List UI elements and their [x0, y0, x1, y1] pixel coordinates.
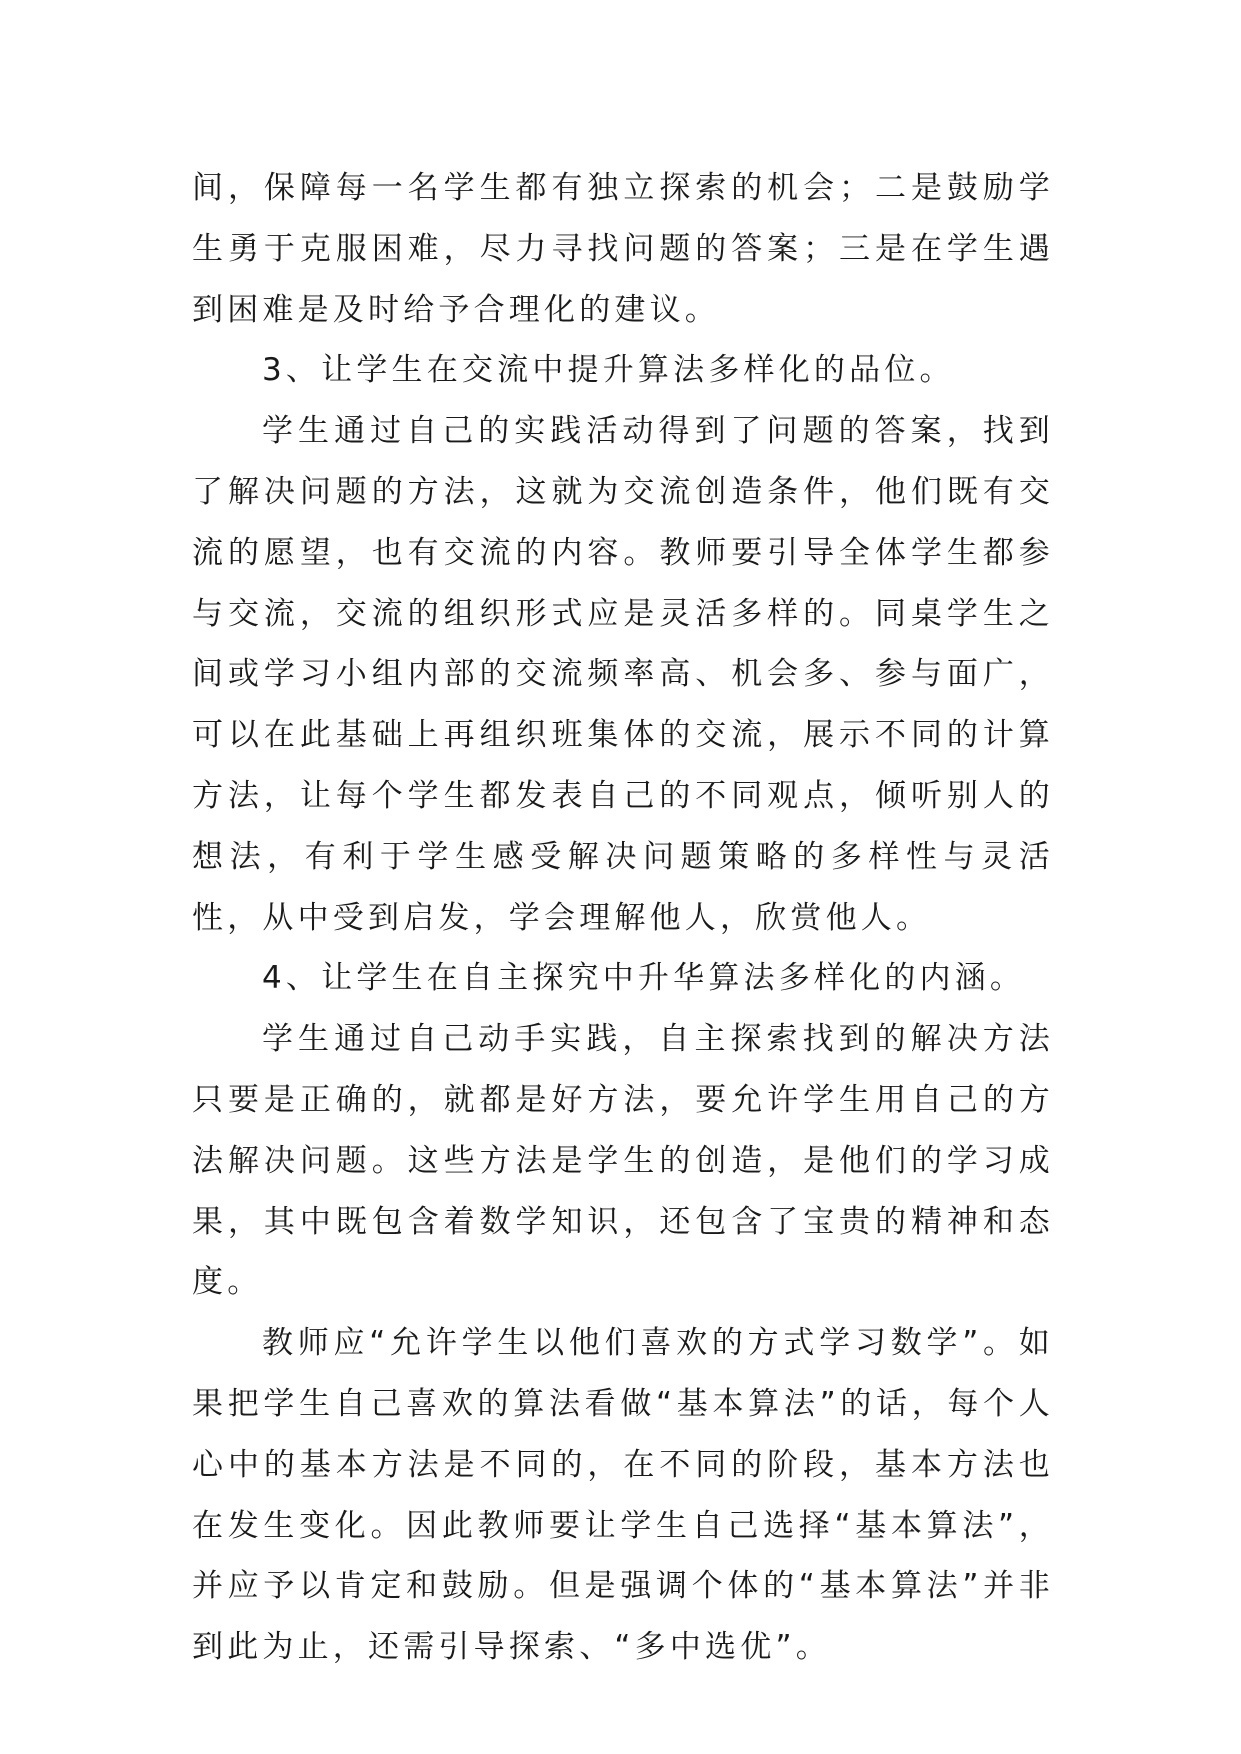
section-heading-4: 4、让学生在自主探究中升华算法多样化的内涵。 — [262, 960, 1026, 997]
paragraph-continuation: 间，保障每一名学生都有独立探索的机会；二是鼓励学生勇于克服困难，尽力寻找问题的答案；三是在学生遇到困难是及时给予合理化的建议。 — [192, 170, 1054, 328]
paragraph-basic-algorithm: 教师应“允许学生以他们喜欢的方式学习数学”。如果把学生自己喜欢的算法看做“基本算法”的话，每个人心中的基本方法是不同的，在不同的阶段，基本方法也在发生变化。因此教师要让学生自己选择“基本算法”，并应予以肯定和鼓励。但是强调个体的“基本算法”并非到此为止，还需引导探索、“多中选优”。 — [192, 1325, 1054, 1666]
body-text — [192, 158, 1054, 1678]
paragraph-exchange: 学生通过自己的实践活动得到了问题的答案，找到了解决问题的方法，这就为交流创造条件，他们既有交流的愿望，也有交流的内容。教师要引导全体学生都参与交流，交流的组织形式应是灵活多样的。同桌学生之间或学习小组内部的交流频率高、机会多、参与面广，可以在此基础上再组织班集体的交流，展示不同的计算方法，让每个学生都发表自己的不同观点，倾听别人的想法，有利于学生感受解决问题策略的多样性与灵活性，从中受到启发，学会理解他人，欣赏他人。 — [192, 413, 1054, 936]
paragraph-self-exploration: 学生通过自己动手实践，自主探索找到的解决方法只要是正确的，就都是好方法，要允许学生用自己的方法解决问题。这些方法是学生的创造，是他们的学习成果，其中既包含着数学知识，还包含了宝贵的精神和态度。 — [192, 1021, 1054, 1301]
section-heading-3: 3、让学生在交流中提升算法多样化的品位。 — [262, 352, 955, 389]
